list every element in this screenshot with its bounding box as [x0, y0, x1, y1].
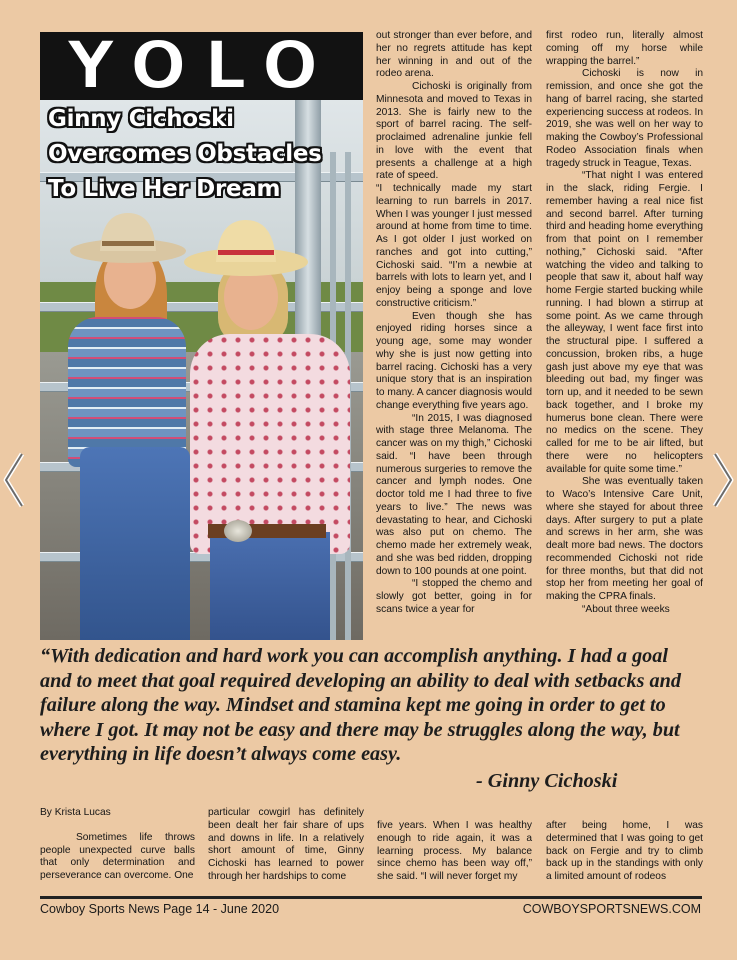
byline: By Krista Lucas	[40, 807, 111, 818]
paragraph: “I technically made my start learning to run barrels in 2017. When I was younger I just messed around at home from time to time. As I got older I just worked on ranches and got into cutting,” Cichoski said. “I’m a newbie at barrels with lots to learn yet, and I enjoy being a sponge and love constructive criticism.”	[376, 183, 532, 309]
woman-hat-icon	[178, 212, 308, 282]
woman-jeans	[210, 532, 330, 640]
text-column-3	[40, 807, 195, 883]
next-page-button[interactable]	[711, 450, 735, 510]
footer-page-info: Cowboy Sports News Page 14 - June 2020	[40, 902, 280, 916]
masthead-title: YOLO	[66, 27, 337, 104]
paragraph: She was eventually taken to Waco’s Intensive Care Unit, where she stayed for about three days. After surgery to put a plate and screws in her arm, she was dealt more bad news. The doctors recommended Cichoski not ride for three months, but that did not stop her from meeting her goal of making the CPRA finals.	[546, 476, 703, 602]
paragraph: Sometimes life throws people unexpected curve balls that only determination and perseverance can overcome. One	[40, 831, 195, 881]
paragraph: “About three weeks	[582, 603, 670, 615]
girl-shirt	[68, 317, 186, 467]
footer-rule	[40, 896, 702, 899]
chevron-right-icon	[711, 450, 735, 510]
paragraph: first rodeo run, literally almost coming off my horse while wrapping the barrel.”	[546, 30, 703, 67]
text-column-6	[546, 820, 703, 884]
paragraph: “I stopped the chemo and slowly got better, going in for scans twice a year for	[376, 578, 532, 615]
chevron-left-icon	[2, 450, 26, 510]
woman-shirt	[190, 334, 350, 554]
text-column-5	[377, 820, 532, 884]
girl-jeans	[80, 447, 190, 640]
paragraph: out stronger than ever before, and her no regrets attitude has kept her winning in and out of the rodeo arena.	[376, 30, 532, 80]
paragraph: “In 2015, I was diagnosed with stage three Melanoma. The cancer was on my thigh,” Cichoski said. “I have been through numerous surgeries to remove the cancer and lymph nodes. One doctor told me I had three to five years to live.” The news was devastating to hear, and Cichoski was also put on chemo. The chemo made her extremely weak, and she was bed ridden, dropping down to 100 pounds at one point.	[376, 412, 532, 577]
paragraph: five years. When I was healthy enough to ride again, it was a learning process. My balance since chemo has been way off,” she said. “I will never forget my	[377, 820, 532, 882]
text-column-2	[546, 30, 703, 617]
previous-page-button[interactable]	[2, 450, 26, 510]
belt-buckle	[224, 520, 252, 542]
paragraph: particular cowgirl has definitely been dealt her fair share of ups and downs in life. In a relatively short amount of time, Ginny Cichoski has learned to power through her hardships to come	[208, 807, 364, 882]
pull-quote: “With dedication and hard work you can accomplish anything. I had a goal and to meet that goal required developing an ability to deal with setbacks and failure along the way. Mindset and stamina kept me going in order to get to where I got. It may not be easy and there may be struggles along the way, but everything in life doesn’t always come easy.	[40, 645, 681, 765]
paragraph: after being home, I was determined that I was going to get back on Fergie and try to climb back up in the standings with only a limited amount of rodeos	[546, 820, 703, 882]
paragraph: Cichoski is now in remission, and once she got the hang of barrel racing, she started experiencing success at rodeos. In 2019, she was well on her way to making the Cowboy’s Professional Rodeo Association finals when tragedy struck in Teague, Texas.	[546, 68, 703, 169]
girl-hat-icon	[68, 207, 188, 267]
paragraph: Cichoski is originally from Minnesota and moved to Texas in 2013. She is fairly new to the sport of barrel racing. The self-proclaimed adrenaline junkie fell in love with the event that presents a challenge at a high rate of speed.	[376, 81, 532, 182]
pull-quote-author: - Ginny Cichoski	[476, 770, 618, 792]
text-column-1	[376, 30, 532, 617]
paragraph: “That night I was entered in the slack, riding Fergie. I remember having a real nice fist and second barrel. After turning third and heading home everything from that point on I remember nothing,” Cichoski said. “After watching the video and talking to people that saw it, about half way home Fergie started bucking while running. I had blown a stirrup at some point. As we came through the alleyway, I went face first into the structural pipe. I suffered a concussion, broken ribs, a huge gash just above my eye that was bleeding out bad, my finger was torn up, and it needed to be sewn back together, and I broke my humerus bone clean. There were no medics on the scene. They called for me to be air lifted, but there were no helicopters available for quite some time.”	[546, 170, 703, 475]
masthead-banner	[40, 27, 363, 104]
article-headline: Ginny Cichoski Overcomes Obstacles To Live Her Dream	[48, 106, 322, 202]
text-column-4	[208, 807, 364, 884]
paragraph: Even though she has enjoyed riding horses since a young age, some may wonder why she is just now getting into barrel racing. Cichoski has a very unique story that is an inspiration to many. A cancer diagnosis would change everything five years ago.	[376, 310, 532, 411]
footer-website: COWBOYSPORTSNEWS.COM	[522, 902, 701, 916]
